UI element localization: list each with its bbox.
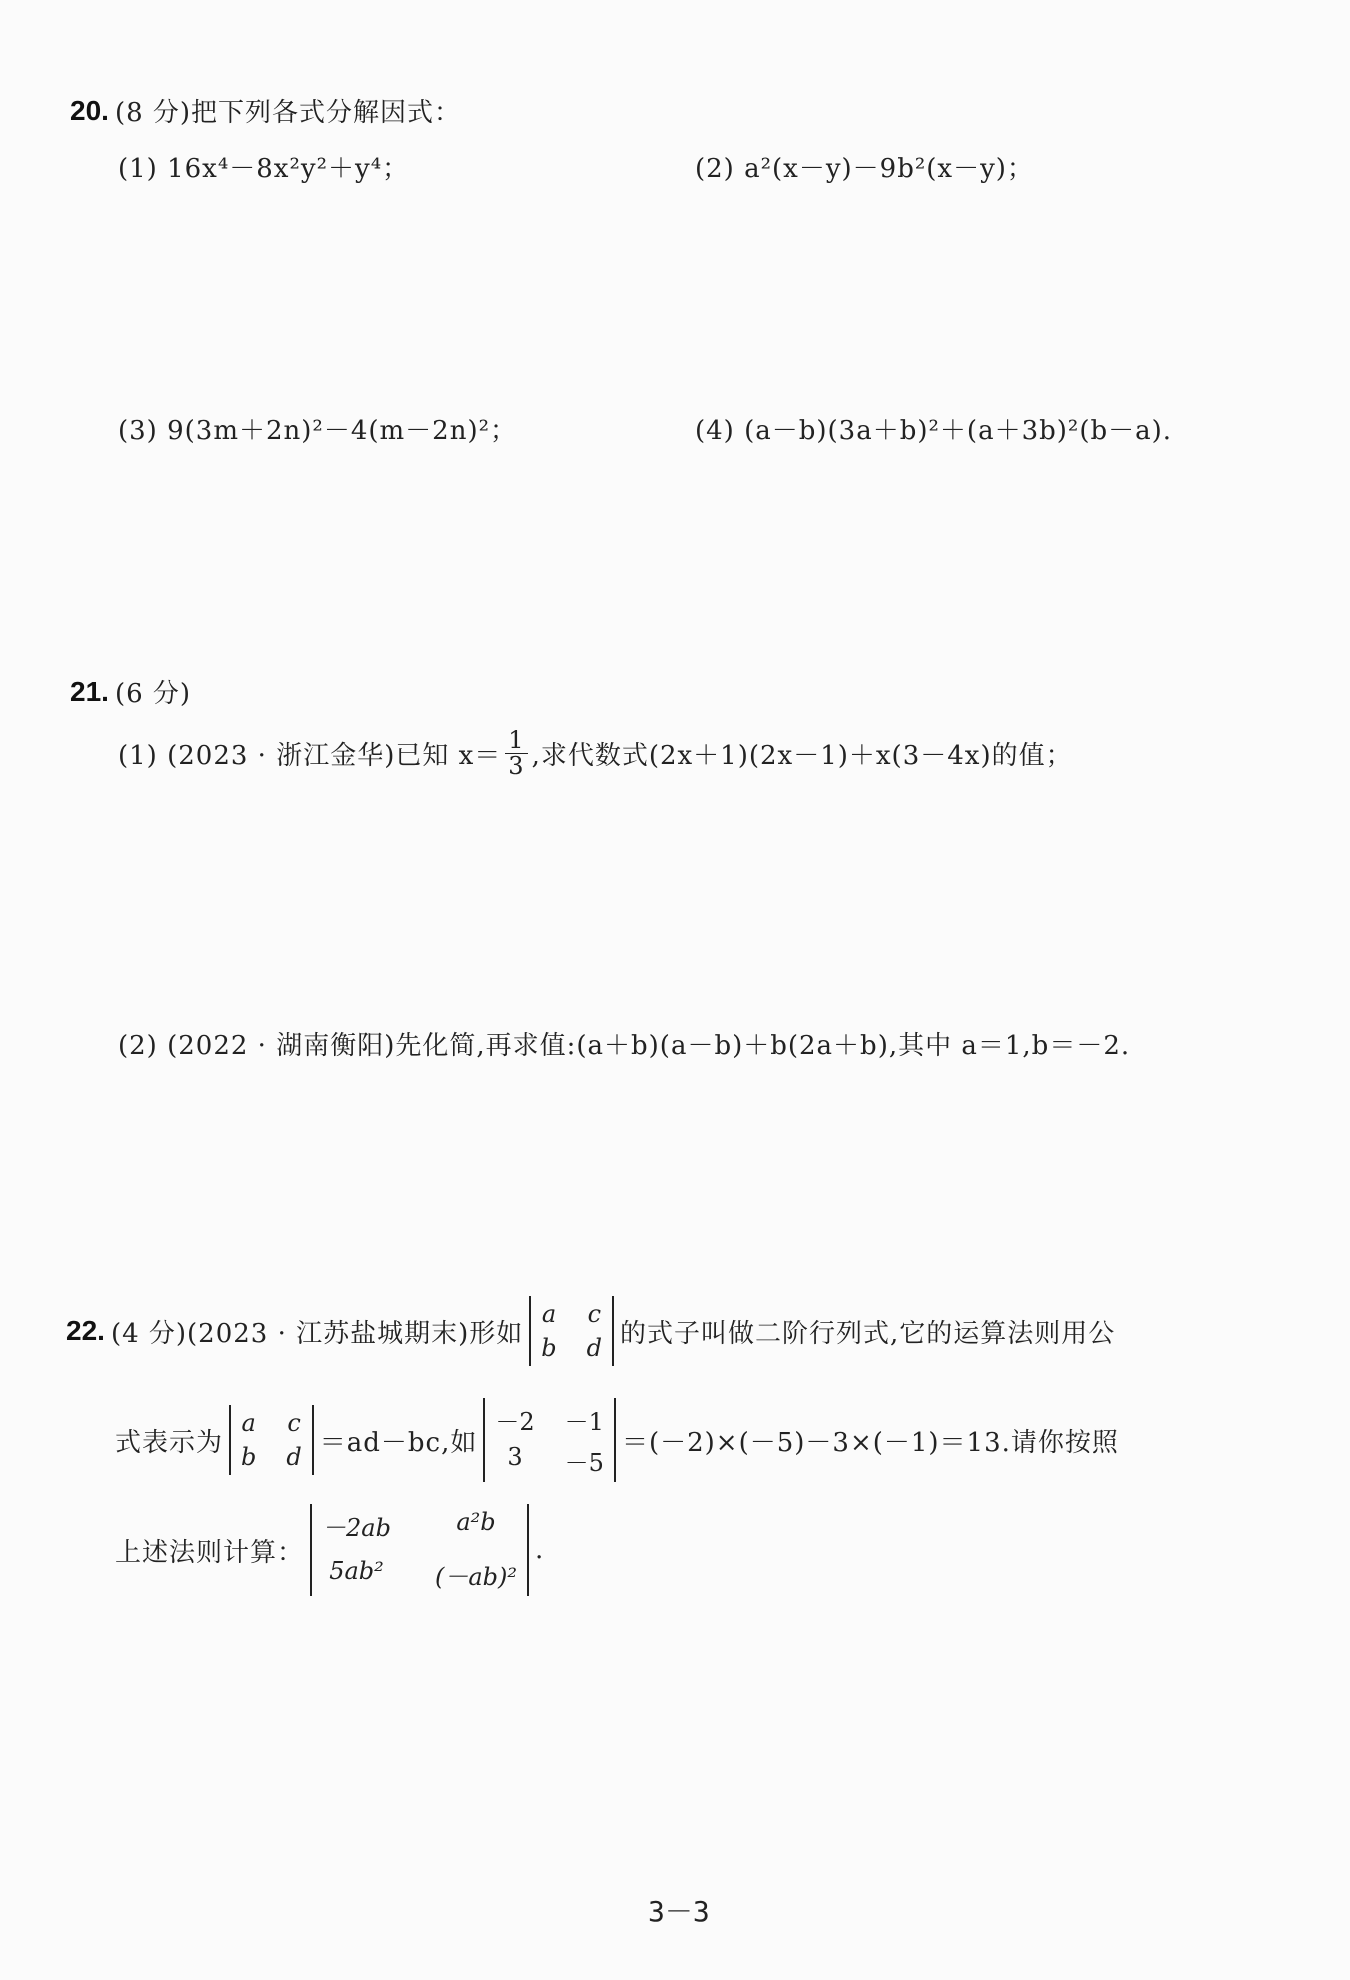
q20-item-3: (3) 9(3m＋2n)²－4(m－2n)²； — [118, 416, 518, 446]
q21-part-1-text-after: ,求代数式(2x＋1)(2x－1)＋x(3－4x)的值； — [531, 741, 1073, 772]
determinant-example — [483, 1398, 616, 1482]
fraction-one-third — [505, 728, 527, 779]
q20-item-2: (2) a²(x－y)－9b²(x－y)； — [695, 154, 1034, 184]
q22-line-3-text-before: 上述法则计算： — [115, 1537, 305, 1568]
q22-line-1-text-after: 的式子叫做二阶行列式,它的运算法则用公 — [620, 1318, 1116, 1349]
q20-heading — [70, 92, 461, 129]
determinant-task — [310, 1504, 529, 1596]
q21-heading — [70, 673, 191, 710]
q22-line-2-text-before: 式表示为 — [115, 1427, 224, 1458]
q21-header: (6 分) — [114, 679, 192, 709]
q22-line-3 — [115, 1504, 544, 1596]
q22-line-1-text-before: (4 分)(2023 · 江苏盐城期末)形如 — [110, 1318, 524, 1349]
det-cell: a²b — [456, 1508, 496, 1536]
det-cell: c — [287, 1409, 301, 1437]
q21-part-1 — [118, 728, 1073, 779]
det-cell: －5 — [564, 1449, 604, 1477]
q22-line-2-text-after: ＝(－2)×(－5)－3×(－1)＝13.请你按照 — [621, 1427, 1119, 1458]
q21-number: 21. — [70, 675, 109, 707]
q21-part-2: (2) (2022 · 湖南衡阳)先化简,再求值:(a＋b)(a－b)＋b(2a＋b),其中 a＝1,b＝－2. — [118, 1031, 1131, 1061]
q22-number: 22. — [66, 1315, 105, 1346]
det-cell: 5ab² — [329, 1557, 384, 1585]
q21-part-1-text-before: (1) (2023 · 浙江金华)已知 x＝ — [118, 741, 502, 772]
det-cell: d — [286, 1443, 302, 1471]
determinant-generic — [529, 1296, 614, 1366]
determinant-formula — [229, 1405, 314, 1475]
fraction-numerator: 1 — [505, 728, 527, 754]
det-cell: d — [586, 1334, 603, 1362]
det-cell: 3 — [507, 1443, 523, 1471]
det-cell: b — [541, 1334, 557, 1362]
det-cell: b — [241, 1443, 257, 1471]
page-number: 3－3 — [648, 1895, 710, 1928]
q20-item-4: (4) (a－b)(3a＋b)²＋(a＋3b)²(b－a). — [695, 416, 1173, 446]
fraction-denominator: 3 — [508, 752, 525, 781]
det-cell: －2ab — [322, 1514, 391, 1542]
q22-line-2 — [115, 1398, 1119, 1482]
det-cell: a — [541, 1300, 557, 1328]
q22-line-1 — [66, 1296, 1115, 1366]
det-cell: －2 — [495, 1408, 535, 1436]
q20-number: 20. — [70, 94, 109, 126]
q20-item-1: (1) 16x⁴－8x²y²＋y⁴； — [118, 154, 410, 184]
q22-line-3-text-after: . — [535, 1535, 545, 1565]
det-cell: －1 — [564, 1408, 604, 1436]
q22-line-2-text-mid: ＝ad－bc,如 — [319, 1427, 478, 1458]
det-cell: a — [241, 1409, 256, 1437]
q20-header: (8 分)把下列各式分解因式： — [114, 98, 462, 128]
det-cell: (－ab)² — [434, 1563, 517, 1591]
det-cell: c — [587, 1300, 602, 1328]
